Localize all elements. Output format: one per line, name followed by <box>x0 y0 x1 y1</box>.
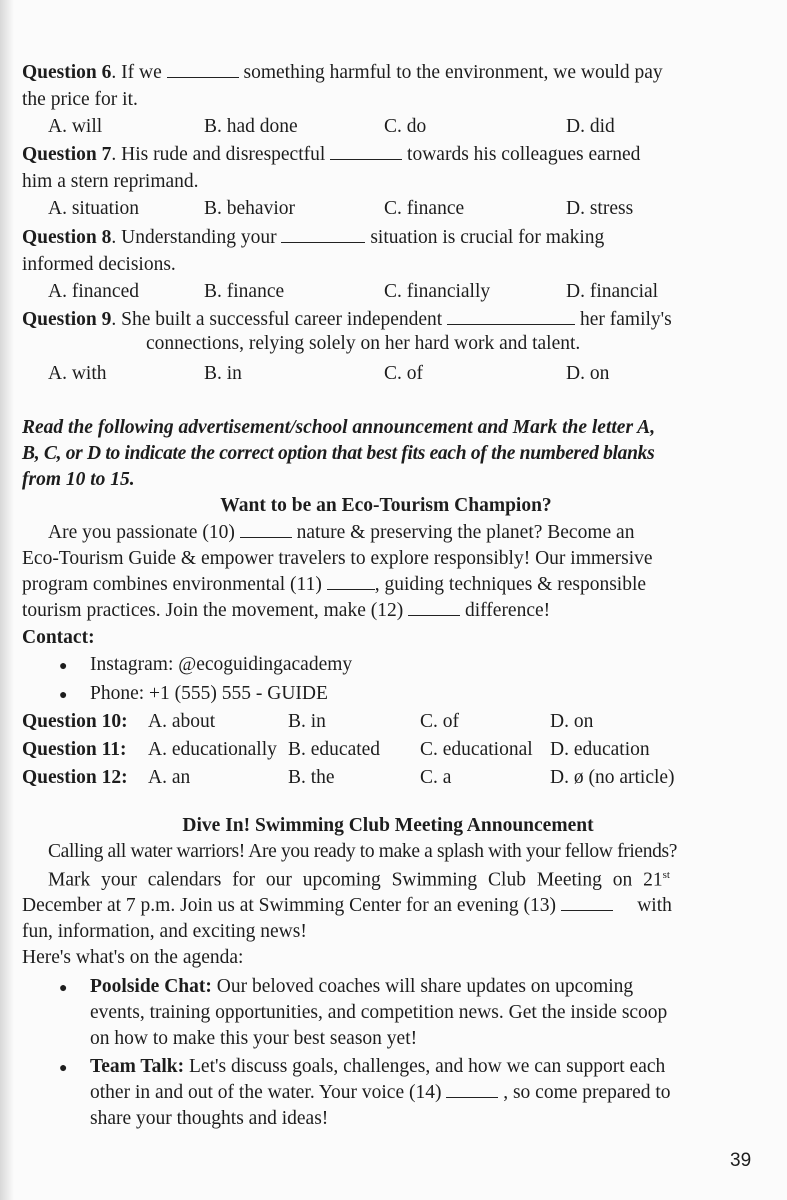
question-label: Question 11: <box>22 739 127 760</box>
option-text: of <box>406 363 424 384</box>
option-letter: B <box>288 711 302 732</box>
option-text: did <box>589 116 615 137</box>
option-text: behavior <box>226 198 295 219</box>
question-label: Question 8 <box>22 227 112 248</box>
option-text: financial <box>589 281 659 302</box>
option-text: had done <box>226 116 298 137</box>
page-edge-shadow <box>0 0 14 1200</box>
option-c: C. educational <box>420 739 533 760</box>
option-d: D. stress <box>566 198 634 219</box>
stem-continuation: connections, relying solely on her hard work and talent. <box>146 333 581 354</box>
option-letter: A <box>148 767 163 788</box>
ad-text: , guiding techniques & responsible <box>374 574 647 595</box>
option-b: B. had done <box>204 116 298 137</box>
option-letter: C <box>420 711 434 732</box>
option-letter: A <box>148 711 163 732</box>
announcement-line <box>22 895 672 917</box>
option-a: A. with <box>48 363 107 384</box>
option-text: finance <box>406 198 465 219</box>
ad-title: Want to be an Eco-Tourism Champion? <box>220 495 552 516</box>
announcement-line: Calling all water warriors! Are you ready to make a splash with your fellow friends? <box>48 841 678 862</box>
option-b: B. the <box>288 767 335 788</box>
option-letter: D <box>550 767 565 788</box>
stem-text: situation is crucial for making <box>370 227 605 248</box>
agenda-text: other in and out of the water. Your voice (14) <box>90 1082 442 1103</box>
instruction-line: Read the following advertisement/school announcement and Mark the letter A, <box>22 417 656 438</box>
ad-paragraph-line <box>48 522 634 544</box>
option-text: ø (no article) <box>573 767 675 788</box>
question-label: Question 10: <box>22 711 128 732</box>
option-text: of <box>442 711 460 732</box>
answer-blank <box>167 63 239 78</box>
option-text: in <box>310 711 326 732</box>
option-c: C. financially <box>384 281 491 302</box>
question-label: Question 9 <box>22 309 112 330</box>
option-b: B. behavior <box>204 198 295 219</box>
option-text: on <box>589 363 610 384</box>
bullet-icon: ● <box>59 659 68 674</box>
stem-text: If we <box>121 62 162 83</box>
blank-11 <box>327 575 375 590</box>
question-stem: Question 6. If we something harmful to the environment, we would pay <box>22 62 663 83</box>
answer-blank <box>281 228 365 243</box>
agenda-text: Our beloved coaches will share updates on upcoming <box>216 976 634 997</box>
question-stem: Question 8. Understanding your situation is crucial for making <box>22 227 605 248</box>
option-text: finance <box>226 281 285 302</box>
option-c: C. of <box>384 363 424 384</box>
option-d: D. ø (no article) <box>550 767 675 788</box>
option-text: financed <box>71 281 139 302</box>
option-letter: D <box>550 711 565 732</box>
agenda-line <box>90 976 633 998</box>
option-d: D. on <box>566 363 610 384</box>
option-text: educational <box>442 739 533 760</box>
option-letter: C <box>384 363 398 384</box>
question-label: Question 12: <box>22 767 128 788</box>
option-text: about <box>171 711 216 732</box>
answer-blank <box>330 145 402 160</box>
option-a: A. an <box>148 767 191 788</box>
stem-continuation: him a stern reprimand. <box>22 171 199 192</box>
question-label: Question 7 <box>22 144 112 165</box>
option-a: A. situation <box>48 198 140 219</box>
blank-13 <box>561 896 613 911</box>
option-text: with <box>71 363 107 384</box>
option-letter: C <box>420 767 434 788</box>
stem-continuation: the price for it. <box>22 89 138 110</box>
option-letter: A <box>48 198 63 219</box>
option-c: C. a <box>420 767 452 788</box>
contact-phone: Phone: +1 (555) 555 - GUIDE <box>90 683 328 704</box>
option-text: a <box>442 767 452 788</box>
question-stem: Question 7. His rude and disrespectful towards his colleagues earned <box>22 144 641 165</box>
agenda-item-title: Poolside Chat: <box>90 976 212 997</box>
option-text: educationally <box>171 739 277 760</box>
stem-text: She built a successful career independent <box>121 309 443 330</box>
instruction-line: from 10 to 15. <box>22 469 135 490</box>
question-stem: Question 9. She built a successful career independent her family's <box>22 309 672 330</box>
option-letter: B <box>204 363 218 384</box>
blank-12 <box>408 601 460 616</box>
option-letter: C <box>420 739 434 760</box>
question-label: Question 6 <box>22 62 112 83</box>
announcement-text: with <box>637 895 672 916</box>
announcement-line: fun, information, and exciting news! <box>22 921 307 942</box>
ordinal-suffix: st <box>662 869 670 881</box>
agenda-text: Let's discuss goals, challenges, and how we can support each <box>189 1056 666 1077</box>
announcement-text: Mark your calendars for our upcoming Swimming Club Meeting on 21 <box>48 869 663 891</box>
page-number: 39 <box>730 1150 752 1171</box>
option-text: stress <box>589 198 634 219</box>
option-letter: D <box>566 116 581 137</box>
stem-text: Understanding your <box>121 227 277 248</box>
stem-text: towards his colleagues earned <box>407 144 641 165</box>
option-text: in <box>226 363 242 384</box>
ad-text: nature & preserving the planet? Become an <box>296 522 635 543</box>
option-a: A. will <box>48 116 103 137</box>
option-letter: D <box>566 281 581 302</box>
stem-text: His rude and disrespectful <box>121 144 326 165</box>
agenda-line: share your thoughts and ideas! <box>90 1108 329 1129</box>
option-text: education <box>573 739 650 760</box>
bullet-icon: ● <box>59 688 68 703</box>
bullet-icon: ● <box>59 981 68 996</box>
agenda-line <box>90 1056 665 1078</box>
agenda-line <box>90 1082 671 1104</box>
ad-paragraph-line: Eco-Tourism Guide & empower travelers to explore responsibly! Our immersive <box>22 548 653 569</box>
option-b: B. in <box>204 363 242 384</box>
option-text: will <box>71 116 103 137</box>
option-b: B. finance <box>204 281 285 302</box>
option-letter: B <box>204 198 218 219</box>
ad-text: tourism practices. Join the movement, make (12) <box>22 600 404 621</box>
option-letter: A <box>48 363 63 384</box>
agenda-line: events, training opportunities, and competition news. Get the inside scoop <box>90 1002 668 1023</box>
option-letter: B <box>288 767 302 788</box>
instruction-line: B, C, or D to indicate the correct option that best fits each of the numbered blanks <box>22 443 655 464</box>
ad-paragraph-line <box>22 600 550 622</box>
ad-paragraph-line <box>22 574 646 596</box>
option-letter: B <box>204 116 218 137</box>
blank-14 <box>446 1083 498 1098</box>
contact-label: Contact: <box>22 627 95 648</box>
option-d: D. on <box>550 711 594 732</box>
option-a: A. about <box>148 711 216 732</box>
option-d: D. financial <box>566 281 659 302</box>
ad-text: Are you passionate (10) <box>48 522 235 543</box>
option-text: do <box>406 116 427 137</box>
option-letter: B <box>204 281 218 302</box>
option-c: C. of <box>420 711 460 732</box>
option-text: financially <box>406 281 491 302</box>
option-c: C. do <box>384 116 427 137</box>
ad-text: program combines environmental (11) <box>22 574 322 595</box>
option-text: situation <box>71 198 140 219</box>
option-d: D. education <box>550 739 650 760</box>
agenda-intro: Here's what's on the agenda: <box>22 947 244 968</box>
answer-blank <box>447 310 575 325</box>
announcement-text: December at 7 p.m. Join us at Swimming Center for an evening (13) <box>22 895 556 916</box>
option-text: an <box>171 767 191 788</box>
option-letter: D <box>550 739 565 760</box>
announcement-title: Dive In! Swimming Club Meeting Announcement <box>182 815 594 836</box>
blank-10 <box>240 523 292 538</box>
stem-text: something harmful to the environment, we would pay <box>243 62 663 83</box>
option-letter: A <box>48 116 63 137</box>
bullet-icon: ● <box>59 1061 68 1076</box>
option-a: A. financed <box>48 281 139 302</box>
option-letter: D <box>566 363 581 384</box>
stem-continuation: informed decisions. <box>22 254 176 275</box>
stem-text: her family's <box>579 309 672 330</box>
ad-text: difference! <box>464 600 551 621</box>
option-text: educated <box>310 739 381 760</box>
option-b: B. educated <box>288 739 381 760</box>
option-letter: A <box>48 281 63 302</box>
option-text: the <box>310 767 335 788</box>
option-letter: C <box>384 116 398 137</box>
option-c: C. finance <box>384 198 465 219</box>
agenda-text: , so come prepared to <box>503 1082 671 1103</box>
option-letter: C <box>384 198 398 219</box>
option-letter: B <box>288 739 302 760</box>
option-d: D. did <box>566 116 615 137</box>
option-letter: C <box>384 281 398 302</box>
announcement-line <box>48 869 670 892</box>
option-b: B. in <box>288 711 326 732</box>
option-letter: A <box>148 739 163 760</box>
agenda-line: on how to make this your best season yet! <box>90 1028 418 1049</box>
contact-instagram: Instagram: @ecoguidingacademy <box>90 654 353 675</box>
option-letter: D <box>566 198 581 219</box>
agenda-item-title: Team Talk: <box>90 1056 185 1077</box>
option-a: A. educationally <box>148 739 277 760</box>
option-text: on <box>573 711 594 732</box>
